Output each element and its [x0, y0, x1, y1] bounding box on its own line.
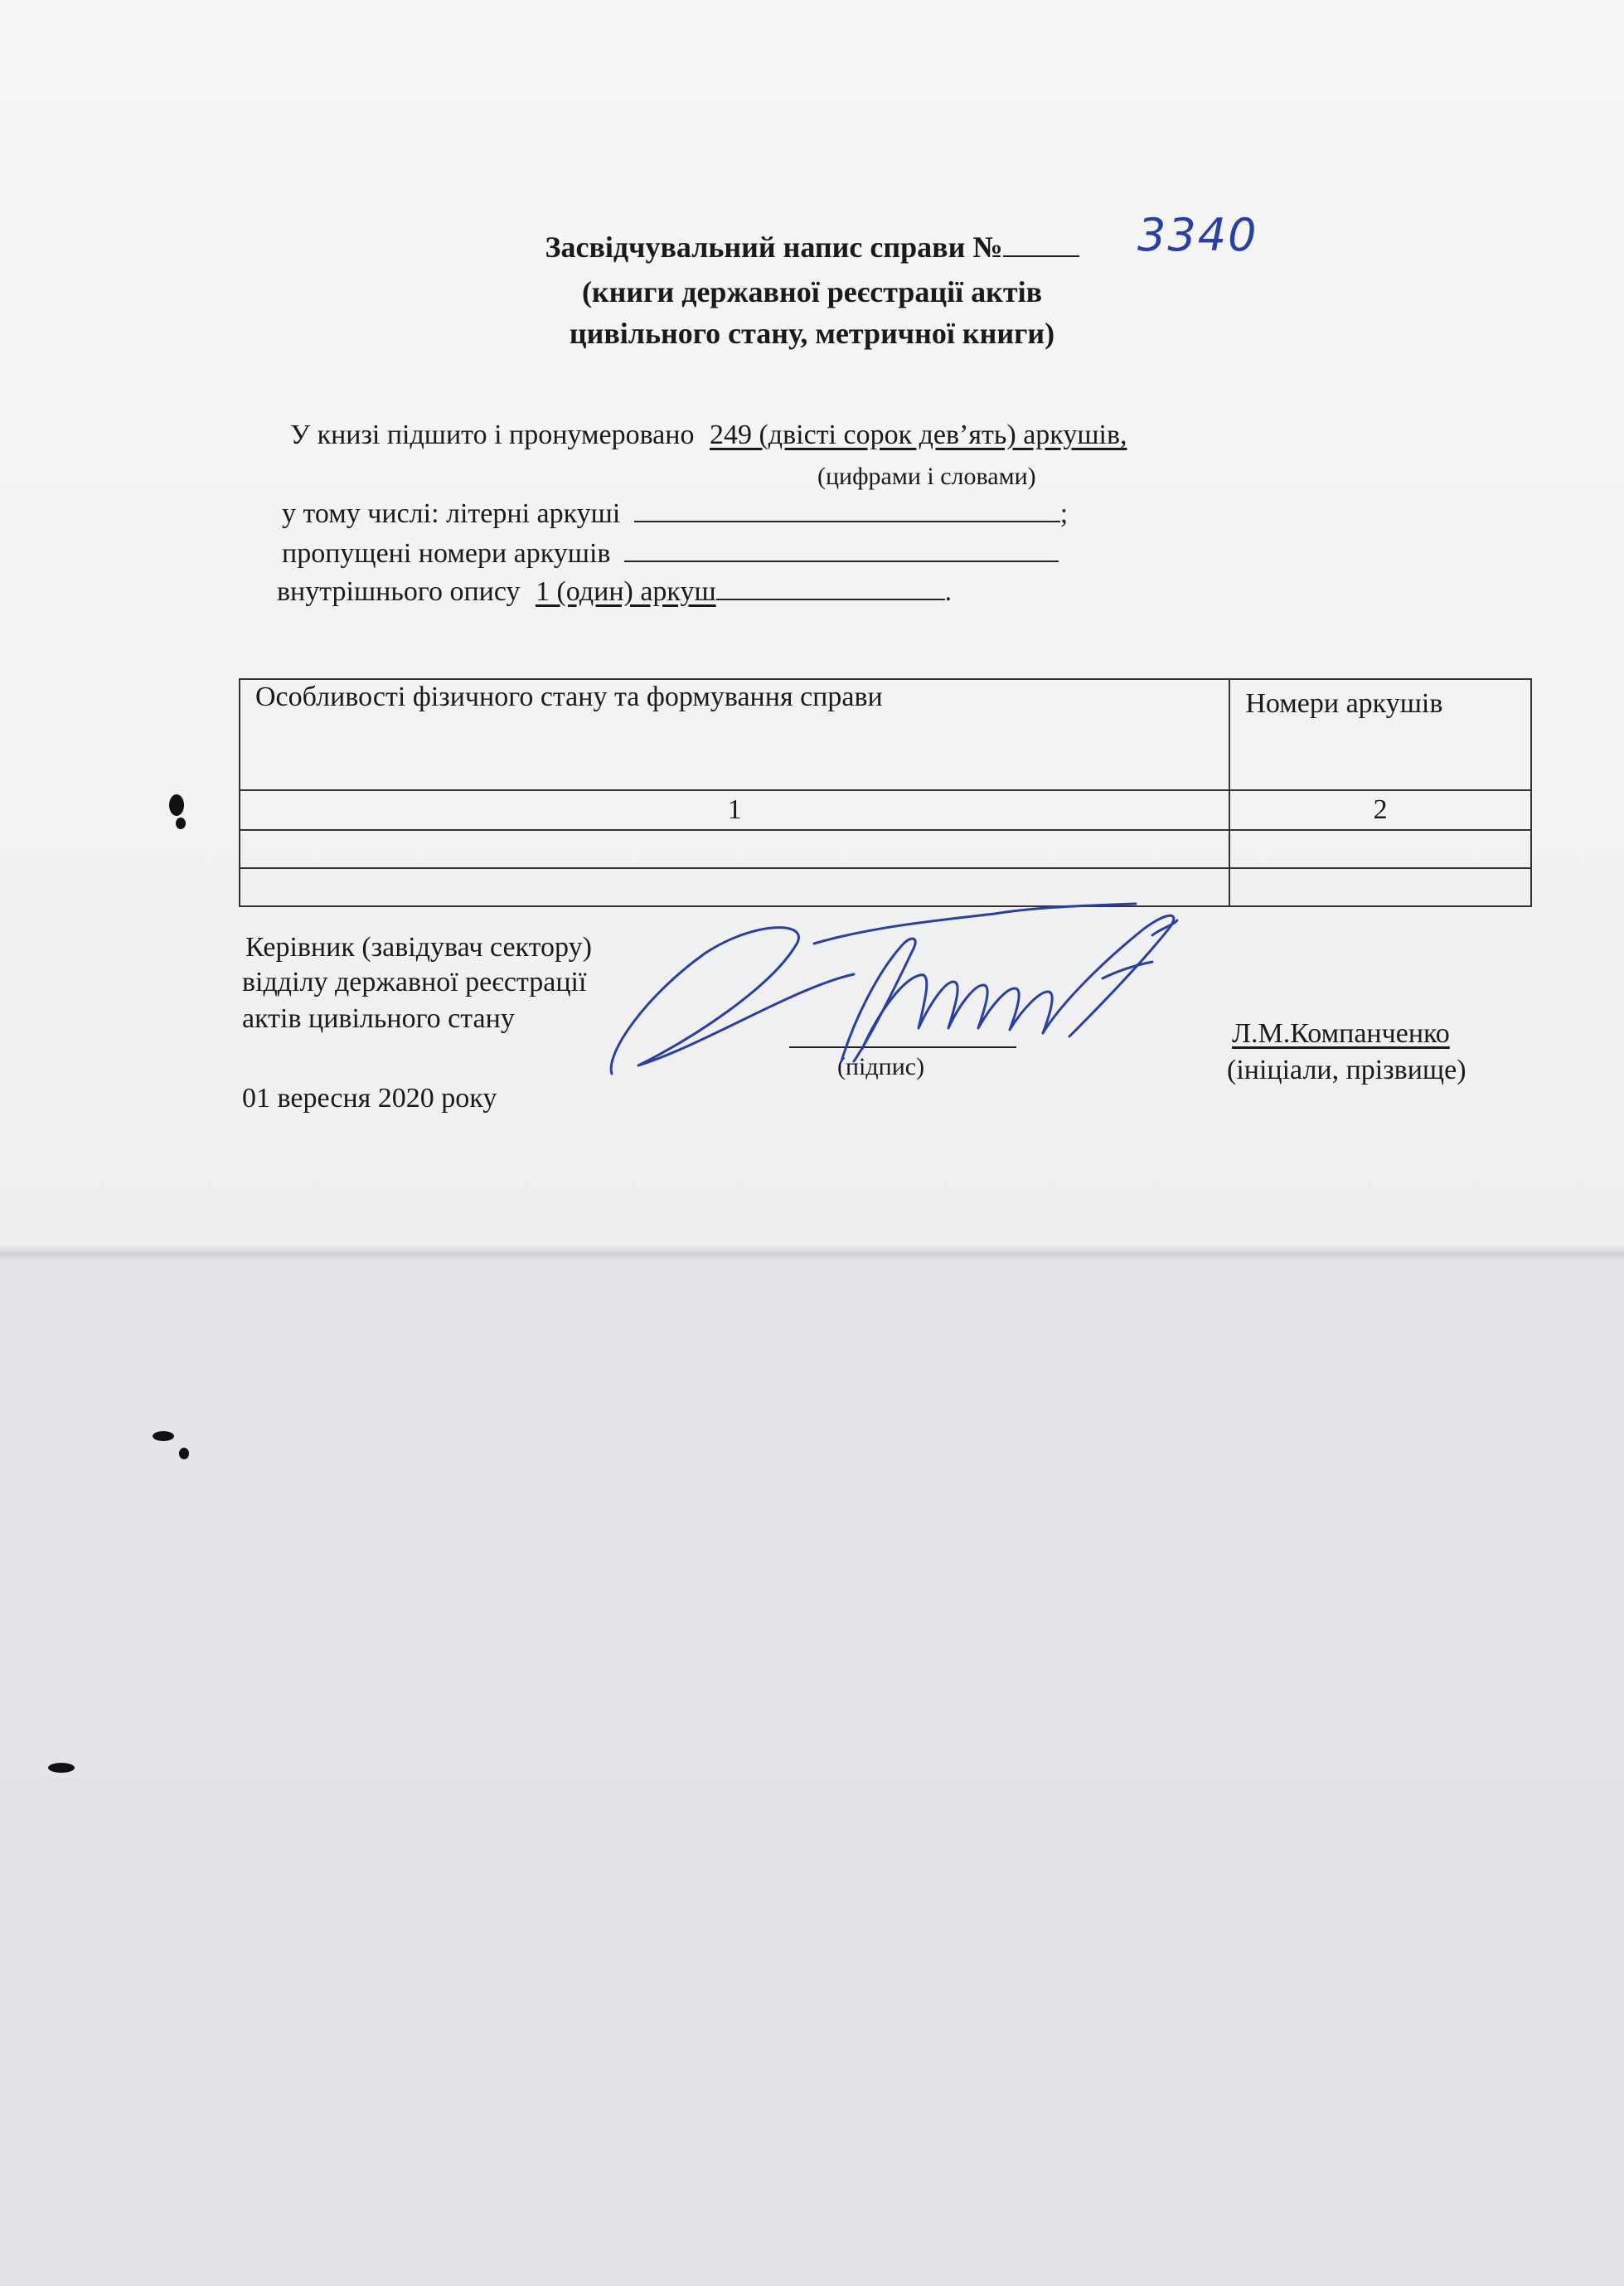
table-numbering-row [240, 790, 1531, 830]
table-cell [1229, 868, 1531, 906]
sheets-count-line [290, 421, 1127, 449]
heading-line-2: (книги державної реєстрації актів [581, 275, 1043, 308]
signature-hint: (підпис) [837, 1053, 925, 1080]
sheets-count-label: У книзі підшито і пронумеровано [290, 420, 695, 450]
case-number-handwritten: 3340 [1137, 209, 1258, 261]
punch-hole-mark [48, 1763, 75, 1773]
inner-inventory-label: внутрішнього опису [277, 576, 521, 607]
table-row [240, 830, 1531, 868]
paper-sheet-bottom [0, 1252, 1624, 2286]
letter-sheets-blank [634, 496, 1060, 522]
punch-hole-mark [176, 818, 186, 829]
heading-prefix: Засвідчувальний напис справи № [545, 231, 1003, 264]
sheets-count-hint: (цифрами і словами) [817, 463, 1036, 490]
inner-inventory-value: 1 (один) аркуш [535, 576, 716, 607]
inner-inventory-blank [716, 574, 945, 600]
condition-table [239, 678, 1532, 907]
official-position-line-2: відділу державної реєстрації [242, 967, 587, 997]
table-header-cell: Особливості фізичного стану та формування справи [240, 679, 1229, 790]
document-date: 01 вересня 2020 року [242, 1083, 497, 1114]
table-numbering-cell: 2 [1229, 790, 1531, 830]
missing-numbers-label: пропущені номери аркушів [282, 538, 611, 569]
official-name-hint: (ініціали, прізвище) [1227, 1055, 1466, 1085]
handwritten-signature [605, 895, 1185, 1103]
table-header-row [240, 679, 1531, 790]
case-number-blank [1003, 231, 1079, 257]
table-numbering-cell: 1 [240, 790, 1229, 830]
table-cell [240, 830, 1229, 868]
letter-sheets-end: ; [1059, 498, 1069, 529]
missing-numbers-blank [624, 536, 1059, 562]
punch-hole-mark [169, 794, 184, 816]
sheets-count-value: 249 (двісті сорок дев’ять) аркушів, [709, 420, 1127, 450]
inner-inventory-line [277, 574, 952, 606]
missing-numbers-line [282, 536, 1059, 568]
table-header-cell: Номери аркушів [1229, 679, 1531, 790]
official-position-line-3: актів цивільного стану [242, 1003, 515, 1034]
letter-sheets-label: у тому числі: літерні аркуші [282, 498, 621, 529]
letter-sheets-line [282, 496, 1068, 528]
official-position-line-1: Керівник (завідувач сектору) [245, 932, 592, 963]
punch-hole-mark [179, 1448, 189, 1459]
inner-inventory-end: . [944, 576, 953, 607]
paper-fold [0, 1244, 1624, 1260]
document-heading [0, 231, 1624, 262]
heading-line-3: цивільного стану, метричної книги) [569, 317, 1055, 350]
heading-line-1 [0, 231, 1624, 262]
table-cell [1229, 830, 1531, 868]
punch-hole-mark [153, 1431, 174, 1441]
official-name: Л.М.Компанченко [1232, 1018, 1450, 1049]
